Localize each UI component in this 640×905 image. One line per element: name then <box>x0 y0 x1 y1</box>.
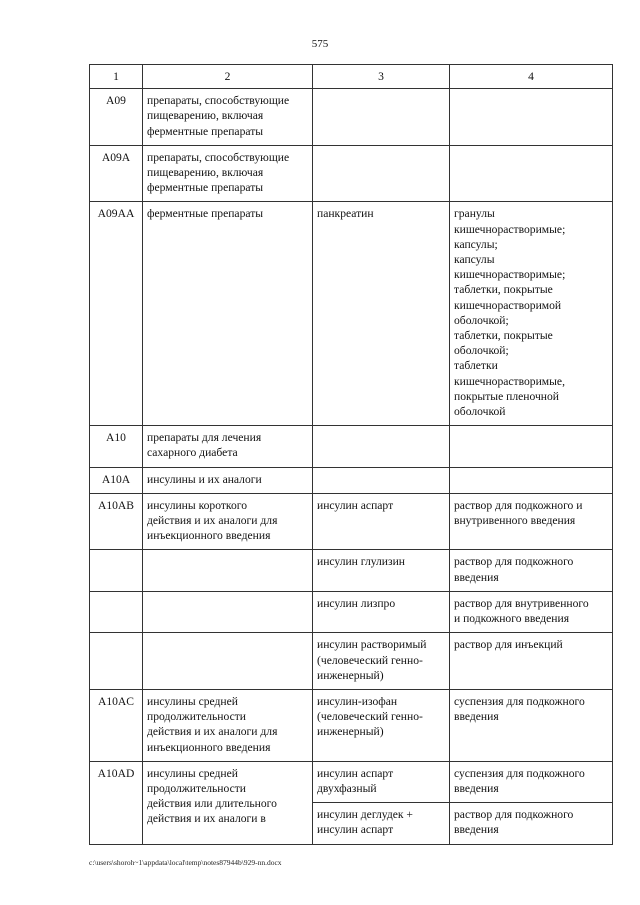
dosage-form-cell: раствор для внутривенного и подкожного введения <box>450 591 613 632</box>
atc-code-cell: A09A <box>90 145 143 202</box>
dosage-form-cell: раствор для подкожного введения <box>450 550 613 591</box>
dosage-form-cell <box>450 145 613 202</box>
table-row <box>90 689 613 761</box>
column-header: 1 <box>90 65 143 89</box>
drug-name-cell: панкреатин <box>313 202 450 426</box>
group-name-cell: препараты, способствующие пищеварению, включая ферментные препараты <box>143 89 313 146</box>
table-row <box>90 145 613 202</box>
atc-code-cell: A10AD <box>90 761 143 844</box>
drug-name-cell: инсулин аспарт двухфазный <box>313 761 450 802</box>
table-row <box>90 426 613 467</box>
table-row <box>90 591 613 632</box>
dosage-form-cell: раствор для инъекций <box>450 633 613 690</box>
group-name-cell: инсулины средней продолжительности действия и их аналоги для инъекционного введения <box>143 689 313 761</box>
dosage-form-cell: суспензия для подкожного введения <box>450 689 613 761</box>
document-file-path: c:\users\shoroh~1\appdata\local\temp\notes87944b\929-nn.docx <box>89 858 282 867</box>
column-header: 4 <box>450 65 613 89</box>
table-row <box>90 493 613 550</box>
group-name-cell <box>143 550 313 591</box>
table-row <box>90 761 613 802</box>
dosage-form-cell: гранулы кишечнорастворимые; капсулы; капсулы кишечнорастворимые; таблетки, покрытые кишечнорастворимой оболочкой; таблетки, покрытые оболочкой; таблетки кишечнорастворимые, покрытые пленочной оболочкой <box>450 202 613 426</box>
drug-name-cell <box>313 467 450 493</box>
table-row <box>90 89 613 146</box>
page-number: 575 <box>311 38 329 50</box>
drug-name-cell: инсулин лизпро <box>313 591 450 632</box>
group-name-cell <box>143 591 313 632</box>
group-name-cell: ферментные препараты <box>143 202 313 426</box>
atc-code-cell <box>90 550 143 591</box>
table-header-row <box>90 65 613 89</box>
atc-code-cell: A10A <box>90 467 143 493</box>
table-row <box>90 467 613 493</box>
atc-code-cell: A10AB <box>90 493 143 550</box>
group-name-cell: препараты для лечения сахарного диабета <box>143 426 313 467</box>
dosage-form-cell: раствор для подкожного и внутривенного введения <box>450 493 613 550</box>
drug-name-cell: инсулин аспарт <box>313 493 450 550</box>
atc-code-cell <box>90 591 143 632</box>
dosage-form-cell: суспензия для подкожного введения <box>450 761 613 802</box>
dosage-form-cell <box>450 467 613 493</box>
group-name-cell: инсулины и их аналоги <box>143 467 313 493</box>
atc-code-cell: A09AA <box>90 202 143 426</box>
group-name-cell: инсулины короткого действия и их аналоги для инъекционного введения <box>143 493 313 550</box>
table-row <box>90 633 613 690</box>
drug-name-cell: инсулин глулизин <box>313 550 450 591</box>
drug-name-cell: инсулин-изофан (человеческий генно- инженерный) <box>313 689 450 761</box>
atc-code-cell: A10AC <box>90 689 143 761</box>
dosage-form-cell <box>450 89 613 146</box>
atc-code-cell: A10 <box>90 426 143 467</box>
drug-name-cell <box>313 426 450 467</box>
drug-table <box>89 64 613 845</box>
drug-name-cell: инсулин растворимый (человеческий генно- инженерный) <box>313 633 450 690</box>
drug-name-cell: инсулин деглудек + инсулин аспарт <box>313 803 450 844</box>
atc-code-cell: A09 <box>90 89 143 146</box>
atc-code-cell <box>90 633 143 690</box>
group-name-cell <box>143 633 313 690</box>
column-header: 3 <box>313 65 450 89</box>
group-name-cell: препараты, способствующие пищеварению, включая ферментные препараты <box>143 145 313 202</box>
dosage-form-cell <box>450 426 613 467</box>
table-row <box>90 550 613 591</box>
dosage-form-cell: раствор для подкожного введения <box>450 803 613 844</box>
group-name-cell: инсулины средней продолжительности действия или длительного действия и их аналоги в <box>143 761 313 844</box>
column-header: 2 <box>143 65 313 89</box>
drug-name-cell <box>313 145 450 202</box>
table-row <box>90 202 613 426</box>
drug-name-cell <box>313 89 450 146</box>
